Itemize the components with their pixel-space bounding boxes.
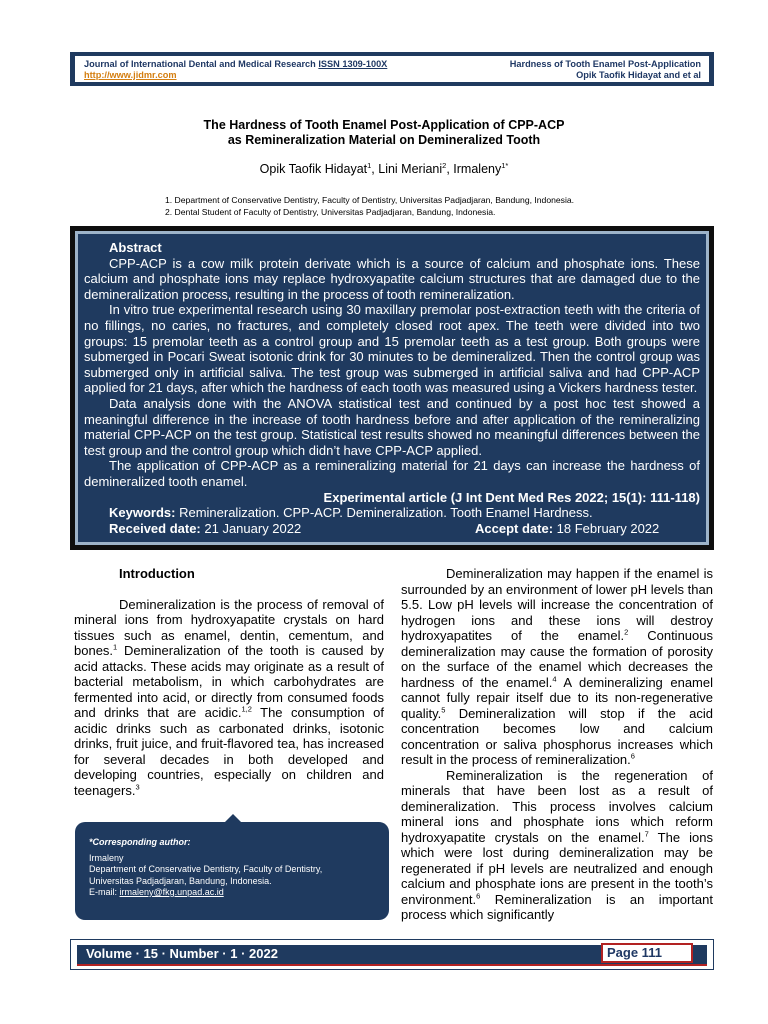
paper-title [0, 118, 768, 148]
page-footer [70, 939, 714, 970]
corresponding-author-box [75, 822, 389, 920]
body-paragraph [401, 566, 713, 768]
body-paragraph [401, 768, 713, 923]
left-column [74, 566, 384, 798]
text-run: Remineralization is an important process which significantly [401, 891, 713, 922]
citation: 5 [441, 705, 446, 715]
accept-label: Accept date: [475, 520, 554, 536]
citation: 1 [113, 642, 118, 652]
author-name: Irmaleny [453, 162, 502, 177]
abstract-paragraph: Data analysis done with the ANOVA statistical test and continued by a post hoc test showed a meaningful difference in the increase of tooth hardness before and after application of the remineralizing material CPP-ACP on the test group. Statistical test results showed no meaningful differences between the test group and the control group which didn’t have CPP-ACP applied. [84, 395, 700, 458]
keywords-value: Remineralization. CPP-ACP. Demineralization. Tooth Enamel Hardness. [175, 505, 593, 521]
journal-header-inner [75, 56, 709, 82]
volume-info: Volume · 15 · Number · 1 · 2022 [86, 946, 278, 961]
text-run: Demineralization will stop if the acid concentration becomes low and calcium concentration or saliva phosphorus increases which result in the process of remineralization. [401, 705, 713, 767]
journal-issn: ISSN 1309-100X [318, 59, 388, 69]
right-column [401, 566, 713, 923]
citation: 7 [644, 829, 649, 839]
email-link[interactable]: irmaleny@fkg.unpad.ac.id [119, 887, 224, 897]
author-affil-sup: 1 [367, 161, 372, 170]
citation: 2 [624, 627, 629, 637]
affiliation-item: 1. Department of Conservative Dentistry, Faculty of Dentistry, Universitas Padjadjaran, Bandung, Indonesia. [165, 195, 575, 205]
received-date [109, 521, 475, 537]
page-number: Page 111 [607, 945, 662, 960]
text-run: Demineralization is the process of removal of mineral ions from hydroxyapatite crystals on hard tissues such as enamel, dentin, cementum, and bones. [74, 596, 384, 658]
journal-name-line [84, 59, 387, 70]
author-affil-sup: 1* [501, 161, 509, 170]
author-name: Lini Meriani [378, 162, 443, 177]
text-run: The ions which were lost during demineralization may be regenerated if pH levels are neutralized and enough calcium and phosphate ions are present in the tooth’s environment. [401, 829, 713, 907]
affiliation-item: 2. Dental Student of Faculty of Dentistry, Universitas Padjadjaran, Bandung, Indonesia. [165, 207, 496, 217]
abstract-box [70, 226, 714, 550]
corresponding-author-body [89, 837, 322, 899]
journal-url-link[interactable]: http://www.jidmr.com [84, 70, 177, 80]
citation: 1,2 [241, 704, 252, 714]
author-affil-sup: 2 [442, 161, 447, 170]
abstract-border [75, 231, 709, 545]
dates-row [78, 521, 706, 537]
page-footer-bar [77, 945, 707, 966]
text-run: The consumption of acidic drinks such as carbonated drinks, isotonic drinks, fruit juice, and fruit-flavored tea, has increased for several decades in both developed and developing countries, especially on children and teenagers. [74, 705, 384, 798]
accept-value: 18 February 2022 [553, 520, 660, 536]
accept-date [475, 521, 659, 537]
corresponding-author-title: *Corresponding author: [89, 837, 191, 847]
abstract-paragraph: CPP-ACP is a cow milk protein derivate which is a source of calcium and phosphate ions. These calcium and phosphate ions may replace hydroxyapatite calcium structures that are damaged due to the demineralization process, resulting in the process of tooth remineralization. [84, 255, 700, 302]
intro-heading: Introduction [119, 566, 195, 581]
received-label: Received date: [109, 520, 201, 536]
abstract-heading: Abstract [109, 240, 162, 255]
paper-title-line-2: as Remineralization Material on Demineralized Tooth [227, 133, 541, 147]
author-name: Opik Taofik Hidayat [259, 162, 368, 177]
corresponding-author-name: Irmaleny [89, 852, 124, 863]
corresponding-author-email-line [89, 887, 322, 899]
running-authors: Opik Taofik Hidayat and et al [576, 70, 701, 80]
text-run: Demineralization may happen if the enamel is surrounded by an environment of lower pH levels than 5.5. Low pH levels will increase the concentration of hydrogen ions and these ions will destroy hydroxyapatites of the enamel. [401, 566, 713, 643]
text-run: Demineralization of the tooth is caused by acid attacks. These acids may originate as a result of bacterial metabolism, in which carbohydrates are fermented into acid, or directly from consumed foods and drinks that are acidic. [74, 643, 384, 720]
page-number-box [601, 943, 693, 963]
citation: 4 [552, 674, 557, 684]
abstract-content [78, 234, 706, 542]
article-type: Experimental article (J Int Dent Med Res 2022; 15(1): 111-118) [323, 489, 700, 505]
citation: 6 [476, 891, 481, 901]
keywords [78, 505, 706, 521]
text-run: Remineralization is the regeneration of minerals that have been lost as a result of demineralization. This process involves calcium mineral ions and phosphate ions which reform hydroxyapatite crystals on the enamel. [401, 767, 713, 845]
received-value: 21 January 2022 [200, 520, 302, 536]
text-run: Continuous demineralization may cause the formation of porosity on the surface of the enamel which decreases the hardness of the enamel. [401, 628, 713, 690]
citation: 3 [135, 782, 140, 792]
citation: 6 [630, 751, 635, 761]
callout-notch [225, 814, 241, 822]
author-list: Opik Taofik Hidayat$^1$, Lini Meriani$^2$, Irmaleny$^{1*}$ [259, 161, 509, 177]
abstract-paragraph: In vitro true experimental research using 30 maxillary premolar post-extraction teeth with the criteria of no fillings, no caries, no fractures, and completely closed root apex. The teeth were divided into two groups: 15 premolar teeth as a control group and 15 premolar teeth as a test group. Both groups were submerged in Pocari Sweat isotonic drink for 30 minutes to be demineralized. Then the control group was submerged only in artificial saliva. The test group was submerged in artificial saliva and had CPP-ACP applied for 21 days, after which the hardness of each tooth was measured using a Vickers hardness tester. [84, 302, 700, 396]
affiliations [165, 194, 574, 218]
body-paragraph [74, 597, 384, 799]
corresponding-author-dept: Department of Conservative Dentistry, Faculty of Dentistry, [89, 864, 323, 874]
text-run: A demineralizing enamel cannot fully repair itself due to its non-regenerative quality. [401, 674, 713, 721]
email-label: E-mail: [89, 887, 120, 897]
corresponding-author-univ: Universitas Padjadjaran, Bandung, Indonesia. [89, 875, 272, 886]
running-title: Hardness of Tooth Enamel Post-Application [509, 59, 701, 69]
abstract-paragraph: The application of CPP-ACP as a remineralizing material for 21 days can increase the hardness of demineralized tooth enamel. [84, 458, 700, 489]
journal-name: Journal of International Dental and Medical Research [84, 59, 316, 69]
keywords-label: Keywords: [109, 505, 176, 521]
journal-header [70, 52, 714, 86]
paper-title-line-1: The Hardness of Tooth Enamel Post-Application of CPP-ACP [203, 118, 565, 132]
